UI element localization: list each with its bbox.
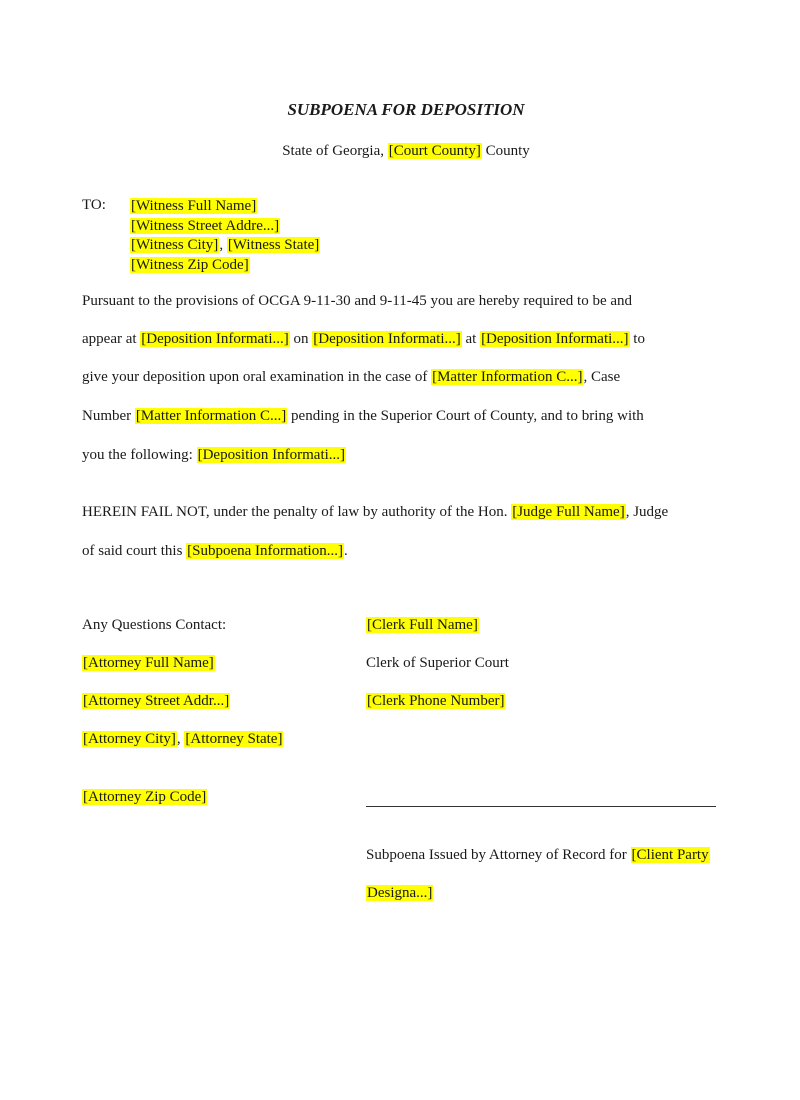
issued-by-line-2 [366,885,433,902]
body-text: pending in the Superior Court of County, and to bring with [287,408,644,424]
signature-line [366,806,716,807]
matter-info-field-2[interactable]: [Matter Information C...] [135,408,287,424]
witness-street-field[interactable]: [Witness Street Addre...] [131,217,280,234]
body-text: HEREIN FAIL NOT, under the penalty of law by authority of the Hon. [82,504,512,520]
body-line-3 [82,369,620,386]
court-county-field[interactable]: [Court County] [388,143,481,159]
state-suffix: County [481,143,530,159]
attorney-street-field[interactable]: [Attorney Street Addr...] [83,693,230,709]
judge-full-name-field[interactable]: [Judge Full Name] [512,504,625,520]
attorney-zip-line [82,789,207,806]
fail-not-line-1 [82,504,668,521]
issued-by-line-1 [366,847,710,864]
clerk-phone-field[interactable]: [Clerk Phone Number] [367,693,505,709]
attorney-name-line [82,655,215,672]
fail-not-line-2 [82,543,348,560]
client-party-field-continued[interactable]: Designa...] [367,885,433,901]
clerk-title: Clerk of Superior Court [366,655,509,671]
body-line-5 [82,447,346,464]
body-text: you the following: [82,447,197,463]
witness-city-state-separator: , [219,237,227,253]
matter-info-field-1[interactable]: [Matter Information C...] [432,369,583,385]
attorney-street-line [82,693,230,710]
deposition-info-field-3[interactable]: [Deposition Informati...] [481,331,629,347]
contact-label: Any Questions Contact: [82,617,227,633]
body-text: appear at [82,331,141,347]
clerk-name-line [366,617,479,634]
clerk-phone-line [366,693,505,710]
witness-city-field[interactable]: [Witness City] [131,237,219,253]
body-text: Number [82,408,135,424]
to-label: TO: [82,197,106,213]
attorney-city-state-separator: , [176,731,185,747]
subpoena-info-field[interactable]: [Subpoena Information...] [187,543,343,559]
state-prefix: State of Georgia, [282,143,388,159]
body-text: to [629,331,645,347]
body-text: on [289,331,313,347]
attorney-zip-field[interactable]: [Attorney Zip Code] [83,789,207,805]
body-line-1: Pursuant to the provisions of OCGA 9-11-30 and 9-11-45 you are hereby required to be and [82,293,633,309]
state-county-line [0,143,800,160]
witness-state-field[interactable]: [Witness State] [227,237,320,253]
deposition-info-field-2[interactable]: [Deposition Informati...] [313,331,461,347]
clerk-full-name-field[interactable]: [Clerk Full Name] [367,617,478,633]
witness-full-name-field[interactable]: [Witness Full Name] [131,198,257,214]
witness-zip-field[interactable]: [Witness Zip Code] [131,256,249,273]
body-line-4 [82,408,644,425]
attorney-city-state-line [82,731,283,748]
body-text: at [461,331,481,347]
document-title: SUBPOENA FOR DEPOSITION [287,100,525,119]
attorney-full-name-field[interactable]: [Attorney Full Name] [83,655,214,671]
client-party-field[interactable]: [Client Party [631,847,709,863]
body-text: , Judge [625,504,669,520]
witness-address-block [130,197,320,275]
attorney-city-field[interactable]: [Attorney City] [83,731,176,747]
body-text: give your deposition upon oral examination in the case of [82,369,432,385]
deposition-info-field-1[interactable]: [Deposition Informati...] [141,331,289,347]
body-text: of said court this [82,543,187,559]
deposition-info-field-4[interactable]: [Deposition Informati...] [197,447,346,463]
body-line-2 [82,331,645,348]
body-text: . [343,543,348,559]
issued-by-text: Subpoena Issued by Attorney of Record for [366,847,631,863]
body-text: , Case [583,369,621,385]
attorney-state-field[interactable]: [Attorney State] [185,731,283,747]
